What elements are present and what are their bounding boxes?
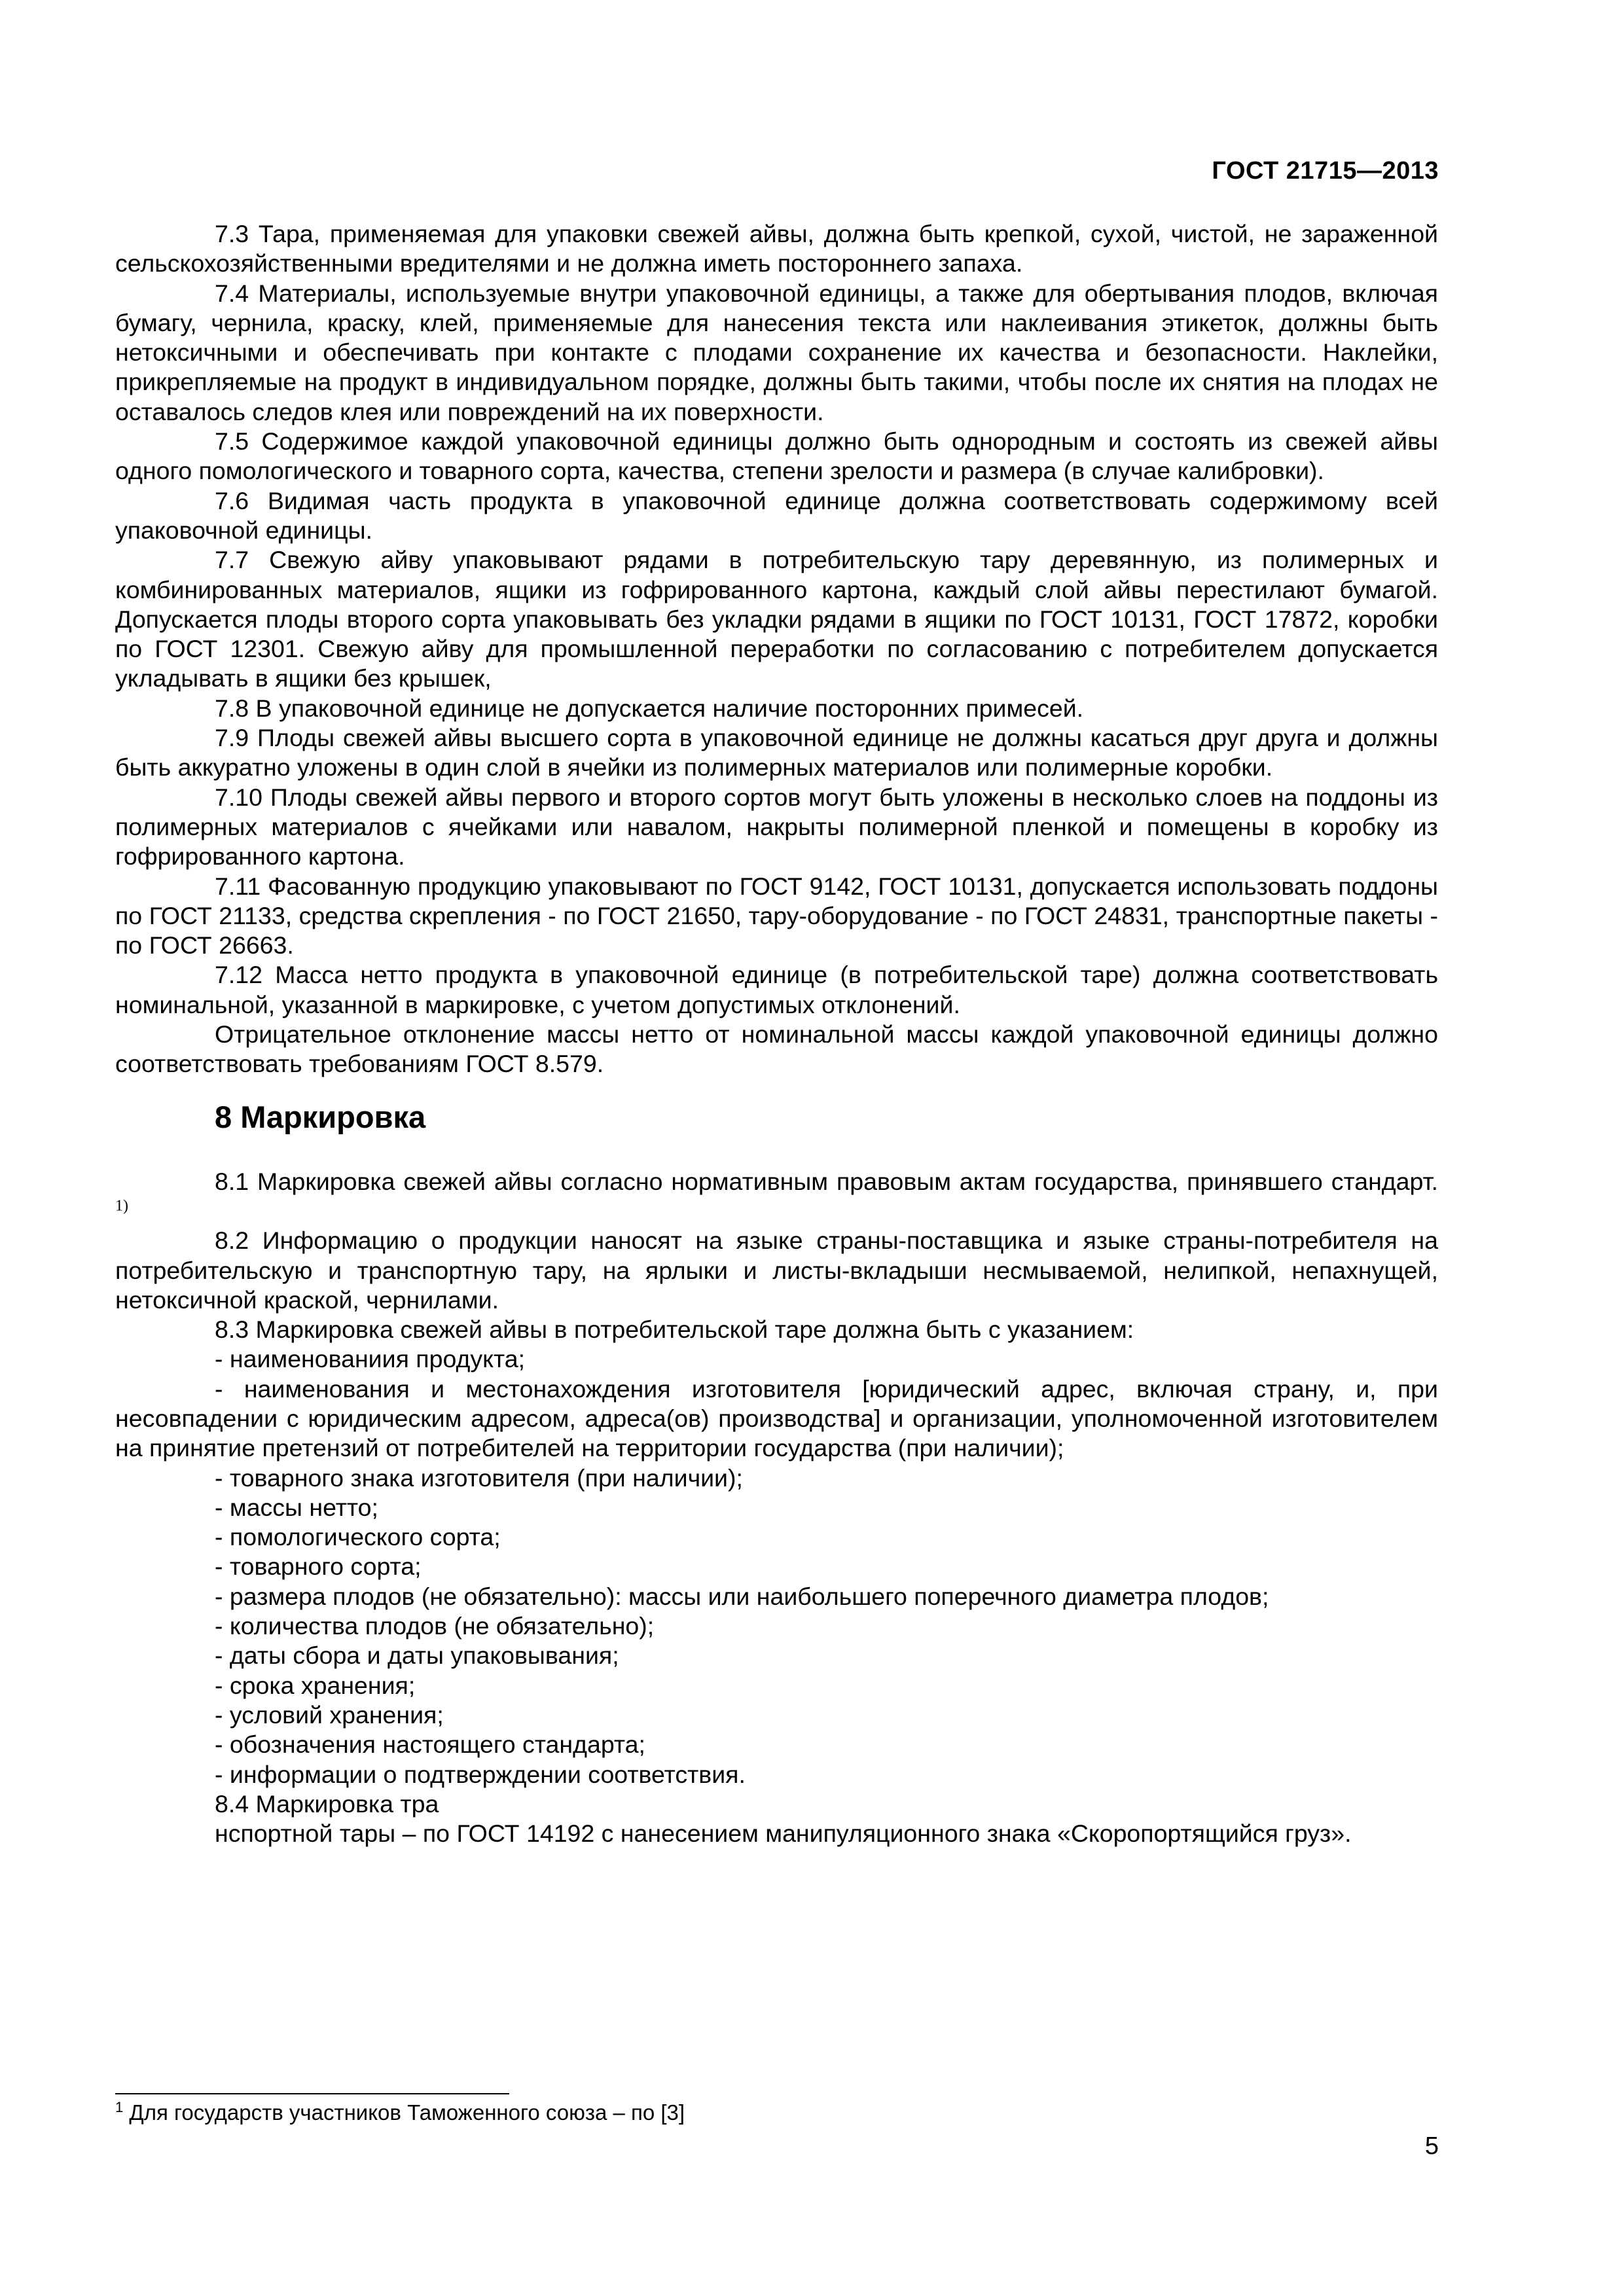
document-body [115, 219, 1438, 1848]
paragraph-8-1 [115, 1167, 1438, 1227]
list-item: - массы нетто; [215, 1493, 378, 1521]
list-item: - размера плодов (не обязательно): массы или наибольшего поперечного диаметра плодов; [215, 1582, 1269, 1610]
list-item: - количества плодов (не обязательно); [215, 1612, 655, 1640]
list-item: - помологического сорта; [215, 1523, 501, 1551]
paragraph-7-3: 7.3 Тара, применяемая для упаковки свежей айвы, должна быть крепкой, сухой, чистой, не зараженной сельскохозяйственными вредителями и не должна иметь постороннего запаха. [115, 220, 1438, 278]
paragraph-8-4: 8.4 Маркировка тра [215, 1789, 439, 1818]
paragraph-7-12-continued: Отрицательное отклонение массы нетто от номинальной массы каждой упаковочной единицы должно соответствовать требованиям ГОСТ 8.579. [115, 1020, 1438, 1078]
paragraph-8-1-text: 8.1 Маркировка свежей айвы согласно нормативным правовым актам государства, принявшего стандарт. [215, 1167, 1438, 1195]
paragraph-7-12: 7.12 Масса нетто продукта в упаковочной единице (в потребительской таре) должна соответствовать номинальной, указанной в маркировке, с учетом допустимых отклонений. [115, 961, 1438, 1018]
list-item: - срока хранения; [215, 1671, 416, 1699]
document-header: ГОСТ 21715—2013 [1212, 157, 1439, 185]
list-item: - условий хранения; [215, 1700, 444, 1729]
paragraph-7-4: 7.4 Материалы, используемые внутри упаковочной единицы, а также для обертывания плодов, включая бумагу, чернила, краску, клей, применяемые для нанесения текста или наклеивания этикеток, должны быть нетоксичными и обеспечивать при контакте с плодами сохранение их качества и безопасности. Наклейки, прикрепляемые на продукт в индивидуальном порядке, должны быть такими, чтобы после их снятия на плодах не оставалось следов клея или повреждений на их поверхности. [115, 279, 1438, 425]
list-item: - обозначения настоящего стандарта; [215, 1731, 645, 1759]
section-title-marking: 8 Маркировка [215, 1099, 426, 1134]
paragraph-8-4-continued: нспортной тары – по ГОСТ 14192 с нанесением манипуляционного знака «Скоропортящийся груз». [215, 1820, 1352, 1848]
footnote-divider [115, 2093, 509, 2094]
footnote [115, 2100, 685, 2126]
paragraph-7-7: 7.7 Свежую айву упаковывают рядами в потребительскую тару деревянную, из полимерных и комбинированных материалов, ящики из гофрированного картона, каждый слой айвы перестилают бумагой. Допускается плоды второго сорта упаковывать без укладки рядами в ящики по ГОСТ 10131, ГОСТ 17872, коробки по ГОСТ 12301. Свежую айву для промышленной переработки по согласованию с потребителем допускается укладывать в ящики без крышек, [115, 546, 1438, 692]
paragraph-7-5: 7.5 Содержимое каждой упаковочной единицы должно быть однородным и состоять из свежей айвы одного помологического и товарного сорта, качества, степени зрелости и размера (в случае калибровки). [115, 427, 1438, 485]
paragraph-7-10: 7.10 Плоды свежей айвы первого и второго сортов могут быть уложены в несколько слоев на поддоны из полимерных материалов с ячейками или навалом, накрыты полимерной пленкой и помещены в коробку из гофрированного картона. [115, 783, 1438, 870]
list-item: - наименования и местонахождения изготовителя [юридический адрес, включая страну, и, при несовпадении с юридическим адресом, адреса(ов) производства] и организации, уполномоченной изготовителем на принятие претензий от потребителей на территории государства (при наличии); [115, 1374, 1438, 1462]
list-item: - товарного знака изготовителя (при наличии); [215, 1463, 743, 1492]
paragraph-7-8: 7.8 В упаковочной единице не допускается наличие посторонних примесей. [215, 694, 1084, 722]
paragraph-7-6: 7.6 Видимая часть продукта в упаковочной единице должна соответствовать содержимому всей упаковочной единицы. [115, 486, 1438, 544]
paragraph-7-9: 7.9 Плоды свежей айвы высшего сорта в упаковочной единице не должны касаться друг друга и должны быть аккуратно уложены в один слой в ячейки из полимерных материалов или полимерные коробки. [115, 724, 1438, 781]
page-number: 5 [1424, 2132, 1439, 2160]
footnote-reference: 1) [115, 1197, 128, 1215]
list-item: - информации о подтверждении соответствия. [215, 1760, 746, 1788]
list-item: - наименованиия продукта; [215, 1345, 525, 1373]
list-item: - товарного сорта; [215, 1552, 422, 1581]
list-item: - даты сбора и даты упаковывания; [215, 1641, 619, 1670]
paragraph-8-2: 8.2 Информацию о продукции наносят на языке страны-поставщика и языке страны-потребителя на потребительскую и транспортную тару, на ярлыки и листы-вкладыши несмываемой, нелипкой, непахнущей, нетоксичной краской, чернилами. [115, 1227, 1438, 1314]
paragraph-7-11: 7.11 Фасованную продукцию упаковывают по ГОСТ 9142, ГОСТ 10131, допускается использовать поддоны по ГОСТ 21133, средства скрепления - по ГОСТ 21650, тару-оборудование - по ГОСТ 24831, транспортные пакеты - по ГОСТ 26663. [115, 872, 1438, 960]
footnote-marker: 1 [115, 2099, 124, 2115]
footnote-text: Для государств участников Таможенного союза – по [3] [123, 2100, 685, 2125]
paragraph-8-3: 8.3 Маркировка свежей айвы в потребительской таре должна быть с указанием: [215, 1316, 1134, 1344]
